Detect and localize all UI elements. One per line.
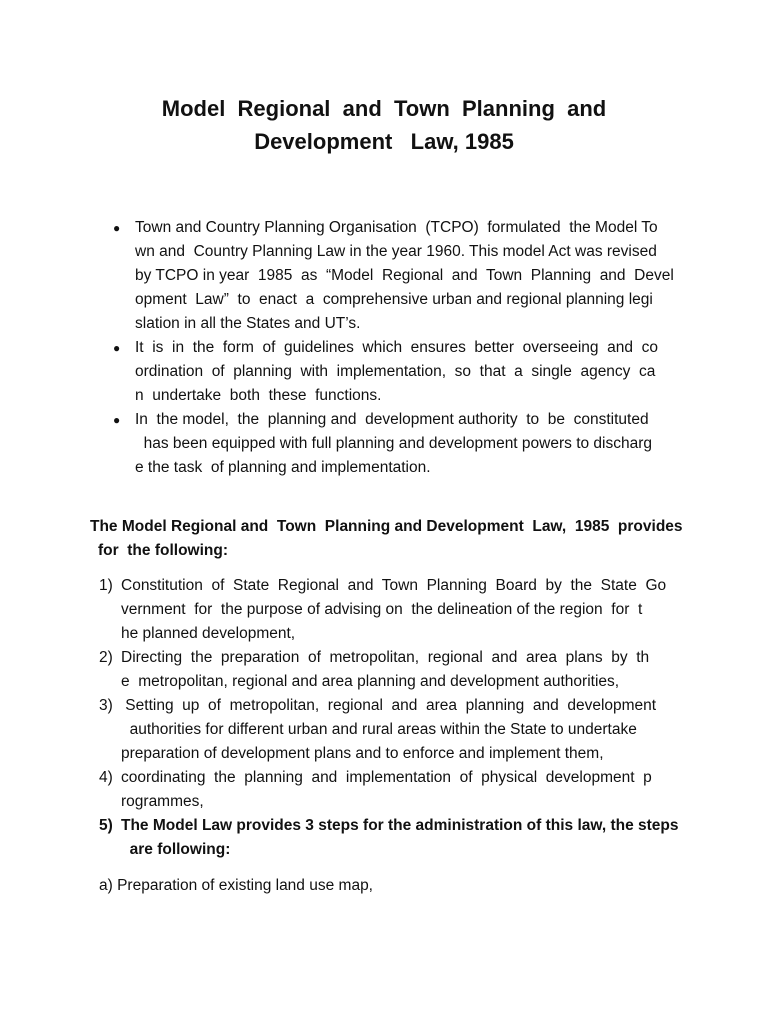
item-3-line-1: Setting up of metropolitan, regional and area planning and development (121, 697, 657, 714)
bullet-3-line-3: e the task of planning and implementation. (135, 459, 431, 476)
bullet-2-line-2: ordination of planning with implementation, so that a single agency ca (135, 363, 656, 380)
bullet-1-line-1: Town and Country Planning Organisation (TCPO) formulated the Model To (135, 219, 658, 236)
bullet-1-line-5: slation in all the States and UT’s. (135, 315, 361, 332)
item-3-line-2: authorities for different urban and rural areas within the State to undertake (121, 721, 637, 738)
document-title (0, 92, 768, 158)
item-number: 5) (99, 817, 113, 834)
bullet-1-line-4: opment Law” to enact a comprehensive urban and regional planning legi (135, 291, 653, 308)
sub-item-a: a) Preparation of existing land use map, (99, 877, 373, 894)
item-2-line-1: Directing the preparation of metropolitan, regional and area plans by th (121, 649, 650, 666)
item-number: 4) (99, 769, 113, 786)
bullet-2-line-3: n undertake both these functions. (135, 387, 382, 404)
bullet-icon: ● (113, 221, 121, 235)
bullet-2-line-1: It is in the form of guidelines which ensures better overseeing and co (135, 339, 658, 356)
item-2-line-2: e metropolitan, regional and area planning and development authorities, (121, 673, 620, 690)
item-1-line-2: vernment for the purpose of advising on the delineation of the region for t (121, 601, 643, 618)
title-line-1: Model Regional and Town Planning and (161, 96, 607, 121)
bullet-icon: ● (113, 413, 121, 427)
bullet-1-line-3: by TCPO in year 1985 as “Model Regional and Town Planning and Devel (135, 267, 674, 284)
item-3-line-3: preparation of development plans and to enforce and implement them, (121, 745, 604, 762)
section-heading-line-1: The Model Regional and Town Planning and Development Law, 1985 provides (90, 518, 683, 535)
bullet-3-line-1: In the model, the planning and development authority to be constituted (135, 411, 649, 428)
item-number: 3) (99, 697, 113, 714)
item-number: 2) (99, 649, 113, 666)
item-4-line-2: rogrammes, (121, 793, 204, 810)
item-1-line-1: Constitution of State Regional and Town Planning Board by the State Go (121, 577, 667, 594)
section-heading-line-2: for the following: (98, 542, 229, 559)
item-5-line-1: The Model Law provides 3 steps for the administration of this law, the steps (121, 817, 679, 834)
bullet-3-line-2: has been equipped with full planning and development powers to discharg (135, 435, 653, 452)
title-line-2: Development Law, 1985 (254, 129, 514, 154)
item-5-line-2: are following: (121, 841, 231, 858)
item-4-line-1: coordinating the planning and implementation of physical development p (121, 769, 652, 786)
bullet-icon: ● (113, 341, 121, 355)
item-number: 1) (99, 577, 113, 594)
bullet-1-line-2: wn and Country Planning Law in the year 1960. This model Act was revised (135, 243, 657, 260)
item-1-line-3: he planned development, (121, 625, 296, 642)
